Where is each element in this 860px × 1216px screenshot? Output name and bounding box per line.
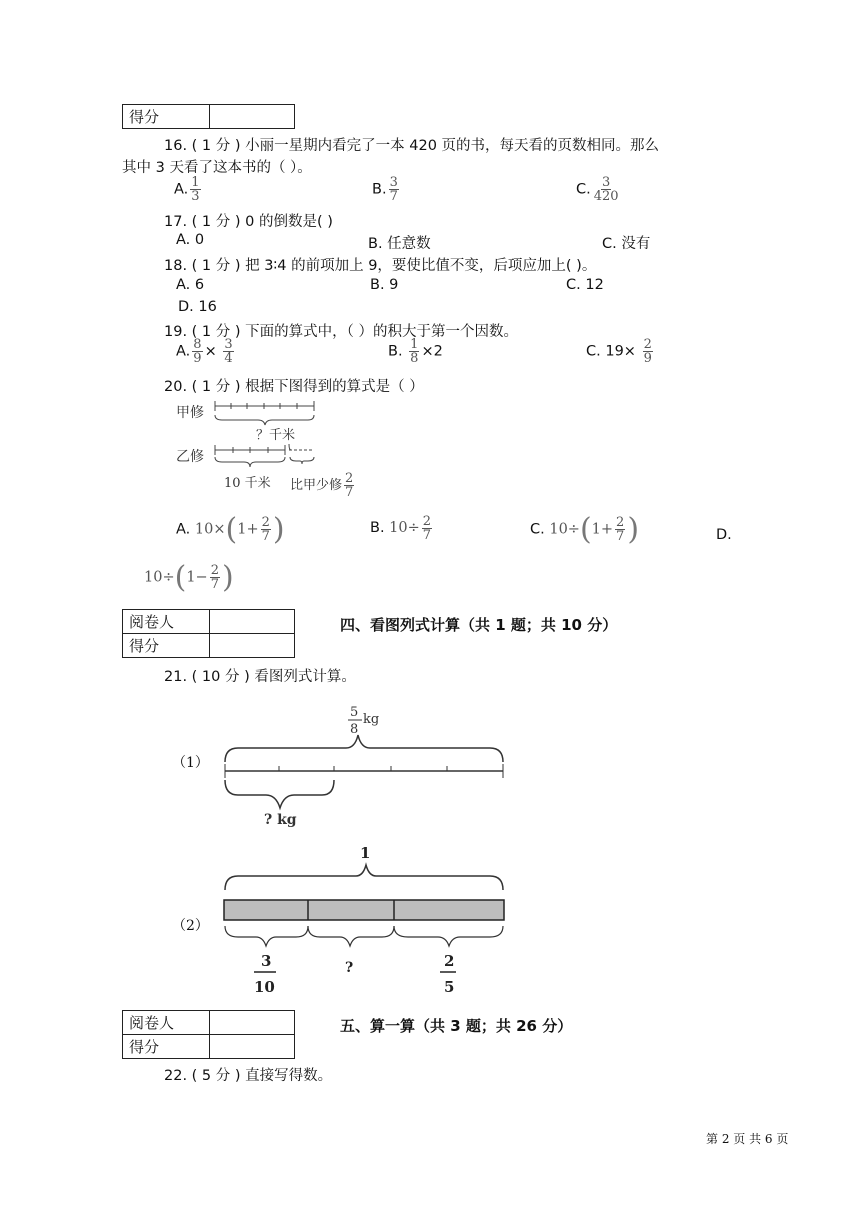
yi-label: 乙修 bbox=[176, 449, 204, 465]
q-km-label: ？千米 bbox=[256, 428, 296, 443]
less-label bbox=[290, 472, 356, 499]
frac-den: 7 bbox=[422, 527, 432, 543]
score-table-section5 bbox=[122, 1010, 295, 1059]
frac-den: 4 bbox=[224, 351, 233, 366]
frac-den: 7 bbox=[389, 189, 398, 204]
times-sign: × bbox=[204, 343, 217, 360]
expr-pre: 10× bbox=[194, 521, 226, 538]
q20-diagram bbox=[170, 396, 370, 508]
section-5-title: 五、算一算（共 3 题；共 26 分） bbox=[340, 1017, 573, 1035]
expr-pre: 10÷ bbox=[389, 520, 420, 536]
q21-fig1-diagram bbox=[218, 690, 518, 830]
q20-option-b[interactable] bbox=[370, 512, 434, 542]
q18-option-d[interactable]: D. 16 bbox=[178, 299, 217, 315]
q19-option-b[interactable] bbox=[388, 338, 443, 365]
frac-num: 2 bbox=[210, 563, 219, 578]
q16-stem-line2: 其中 3 天看了这本书的（ ）。 bbox=[122, 160, 312, 176]
q20-option-d-expr[interactable] bbox=[144, 560, 234, 595]
frac-num: 3 bbox=[224, 337, 233, 352]
q18-option-b[interactable]: B. 9 bbox=[370, 277, 399, 293]
frac-num: 2 bbox=[345, 471, 354, 486]
q17-option-b[interactable]: B. 任意数 bbox=[368, 236, 431, 252]
q16-option-a[interactable] bbox=[174, 176, 203, 203]
q20-option-c[interactable] bbox=[530, 512, 639, 547]
section-4-title: 四、看图列式计算（共 1 题；共 10 分） bbox=[340, 616, 618, 634]
q17-option-c[interactable]: C. 没有 bbox=[602, 236, 651, 252]
option-label: B. bbox=[372, 181, 387, 198]
fig1-top-unit: kg bbox=[363, 712, 380, 727]
grader-value-cell[interactable] bbox=[210, 1011, 295, 1035]
q19-option-a[interactable] bbox=[176, 338, 236, 365]
frac-den: 8 bbox=[410, 351, 419, 366]
q21-fig2-diagram bbox=[218, 840, 518, 1005]
option-label: C. 19× bbox=[586, 343, 636, 360]
frac-den: 7 bbox=[345, 485, 354, 500]
q21-stem: 21. ( 10 分 ) 看图列式计算。 bbox=[164, 669, 356, 685]
q19-stem: 19. ( 1 分 ) 下面的算式中，（ ）的积大于第一个因数。 bbox=[164, 324, 519, 340]
score-value-cell[interactable] bbox=[210, 1035, 295, 1059]
page-footer: 第 2 页 共 6 页 bbox=[706, 1132, 789, 1146]
option-label: A. bbox=[174, 181, 189, 198]
paren-open: ( bbox=[225, 512, 238, 547]
fig2-mid: ? bbox=[345, 960, 354, 976]
frac-den: 7 bbox=[210, 577, 219, 592]
fig2-right-num: 2 bbox=[444, 952, 455, 970]
option-label: C. bbox=[576, 181, 591, 198]
q16-stem-line1: 16. ( 1 分 ) 小丽一星期内看完了一本 420 页的书，每天看的页数相同。那么 bbox=[164, 138, 660, 154]
paren-close: ) bbox=[221, 560, 234, 595]
jia-label: 甲修 bbox=[176, 405, 204, 421]
paren-open: ( bbox=[174, 560, 187, 595]
frac-den: 3 bbox=[191, 189, 200, 204]
score-label: 得分 bbox=[123, 105, 210, 129]
grader-label: 阅卷人 bbox=[123, 610, 210, 634]
fig2-top: 1 bbox=[360, 844, 371, 862]
ten-km-label: 10 千米 bbox=[224, 476, 271, 491]
q18-option-a[interactable]: A. 6 bbox=[176, 277, 205, 293]
frac-num: 8 bbox=[193, 337, 202, 352]
expr-one: 1− bbox=[186, 569, 208, 586]
expr-one: 1+ bbox=[237, 521, 259, 538]
frac-num: 3 bbox=[389, 175, 398, 190]
option-label: C. bbox=[530, 521, 545, 538]
option-label: B. bbox=[370, 520, 385, 536]
expr-pre: 10÷ bbox=[144, 569, 175, 586]
q19-option-c[interactable] bbox=[586, 338, 655, 365]
frac-num: 2 bbox=[422, 513, 432, 529]
frac-num: 1 bbox=[410, 337, 419, 352]
option-label: A. bbox=[176, 343, 191, 360]
yi-segment bbox=[212, 442, 332, 474]
score-value-cell[interactable] bbox=[210, 105, 295, 129]
grader-value-cell[interactable] bbox=[210, 610, 295, 634]
frac-den: 420 bbox=[593, 189, 619, 204]
q20-stem: 20. ( 1 分 ) 根据下图得到的算式是（ ） bbox=[164, 379, 424, 395]
paren-close: ) bbox=[272, 512, 285, 547]
frac-den: 9 bbox=[193, 351, 202, 366]
expr-pre: 10÷ bbox=[549, 521, 580, 538]
q20-option-d-label[interactable]: D. bbox=[716, 527, 732, 543]
frac-num: 1 bbox=[191, 175, 200, 190]
q18-stem: 18. ( 1 分 ) 把 3∶4 的前项加上 9，要使比值不变，后项应加上( )。 bbox=[164, 258, 597, 274]
frac-den: 9 bbox=[643, 351, 652, 366]
q16-option-c[interactable] bbox=[576, 176, 622, 203]
frac-num: 3 bbox=[602, 175, 611, 190]
frac-num: 2 bbox=[643, 337, 652, 352]
less-text: 比甲少修 bbox=[290, 478, 343, 493]
frac-den: 7 bbox=[616, 529, 625, 544]
q21-fig2-label: （2） bbox=[172, 918, 209, 934]
score-table-top bbox=[122, 104, 295, 129]
score-label: 得分 bbox=[123, 634, 210, 658]
frac-num: 2 bbox=[616, 515, 625, 530]
fig2-right-den: 5 bbox=[444, 978, 455, 996]
q20-option-a[interactable] bbox=[176, 512, 285, 547]
q18-option-c[interactable]: C. 12 bbox=[566, 277, 604, 293]
frac-den: 7 bbox=[261, 529, 270, 544]
q17-stem: 17. ( 1 分 ) 0 的倒数是( ) bbox=[164, 214, 333, 230]
paren-close: ) bbox=[627, 512, 640, 547]
fig1-top-den: 8 bbox=[350, 722, 359, 737]
frac-num: 2 bbox=[261, 515, 270, 530]
fig2-left-den: 10 bbox=[254, 978, 275, 996]
option-label: A. bbox=[176, 521, 191, 538]
score-value-cell[interactable] bbox=[210, 634, 295, 658]
fig2-left-num: 3 bbox=[261, 952, 272, 970]
expr-one: 1+ bbox=[591, 521, 614, 538]
grader-label: 阅卷人 bbox=[123, 1011, 210, 1035]
q16-option-b[interactable] bbox=[372, 176, 401, 203]
score-table-section4 bbox=[122, 609, 295, 658]
option-rest: ×2 bbox=[421, 343, 443, 360]
fig1-top-num: 5 bbox=[350, 705, 359, 720]
q22-stem: 22. ( 5 分 ) 直接写得数。 bbox=[164, 1068, 333, 1084]
q21-fig1-label: （1） bbox=[172, 755, 209, 771]
score-label: 得分 bbox=[123, 1035, 210, 1059]
q17-option-a[interactable]: A. 0 bbox=[176, 232, 205, 248]
option-label: B. bbox=[388, 343, 403, 360]
paren-open: ( bbox=[579, 512, 592, 547]
fig1-bottom: ? kg bbox=[264, 812, 297, 828]
